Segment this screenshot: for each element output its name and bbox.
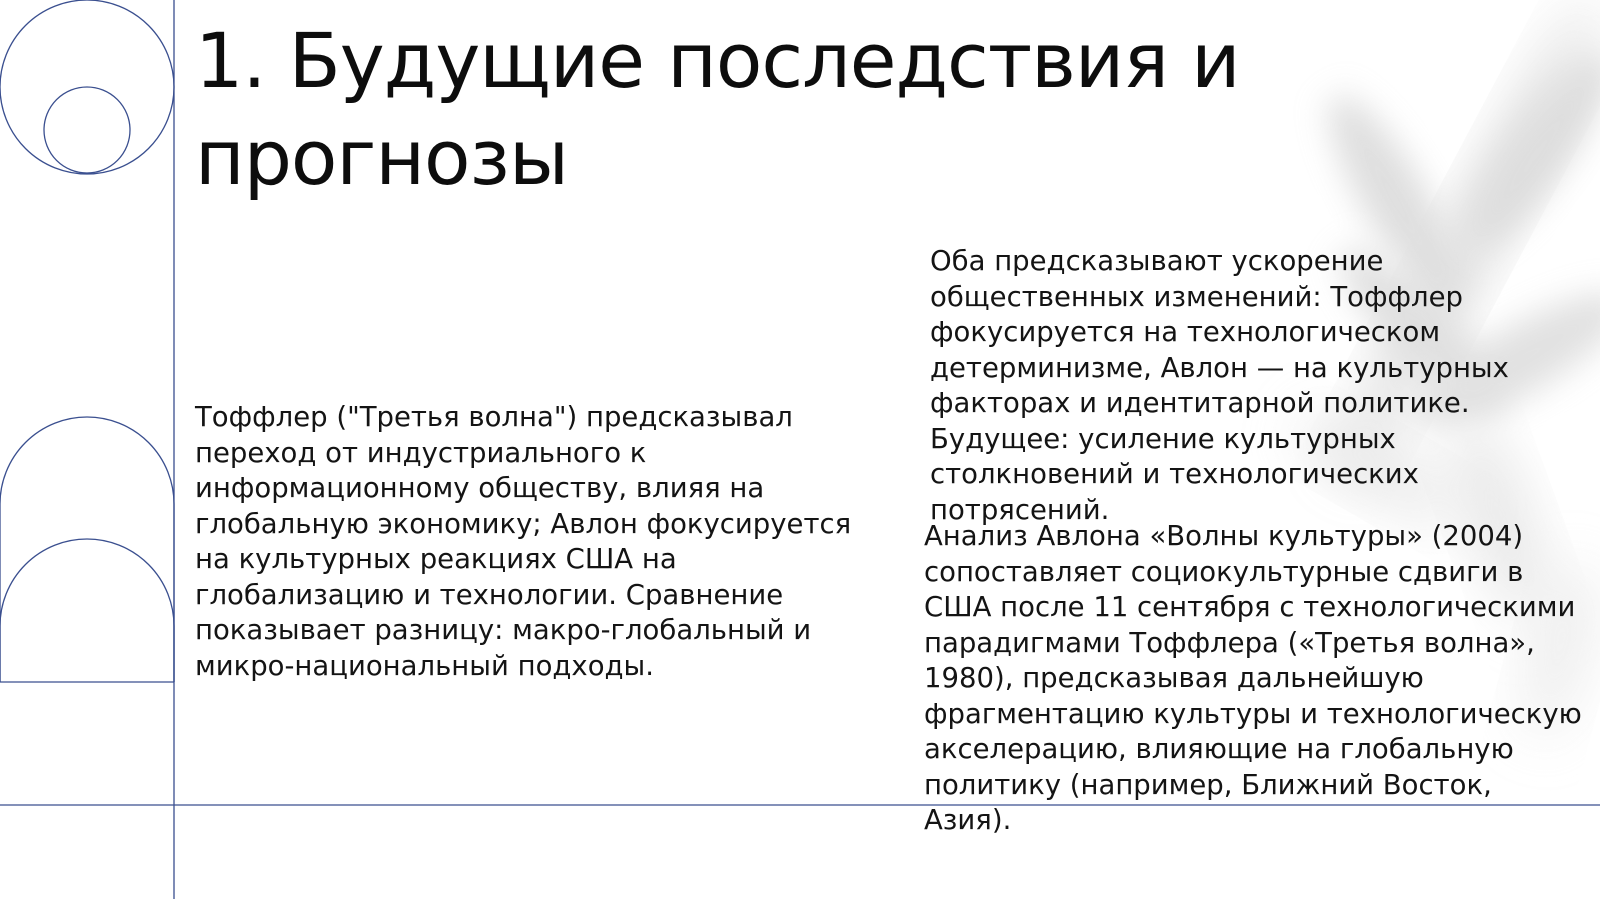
left-paragraph: Тоффлер ("Третья волна") предсказывал переход от индустриального к информационному обществу, влияя на глобальную экономику; Авлон фокусируется на культурных реакциях США на глобализацию и технологии. Сравнение показывает разницу: макро-глобальный и микро-национальный подходы. [195, 401, 852, 682]
leaf-shadow-frond-c [1449, 39, 1600, 262]
right-bottom-paragraph: Анализ Авлона «Волны культуры» (2004) сопоставляет социокультурные сдвиги в США после 11 сентября с технологическими парадигмами Тоффлера («Третья волна», 1980), предсказывая дальнейшую фрагментацию культуры и технологическую акселерацию, влияющие на глобальную политику (например, Ближний Восток, Азия). [924, 520, 1582, 836]
lower-arch-outline [0, 539, 174, 682]
right-top-paragraph: Оба предсказывают ускорение общественных изменений: Тоффлер фокусируется на технологическом детерминизме, Авлон — на культурных факторах и идентитарной политике. Будущее: усиление культурных столкновений и технологических потрясений. [930, 245, 1509, 526]
small-circle-outline [44, 87, 130, 173]
upper-arch-outline [0, 417, 174, 682]
slide-title: 1. Будущие последствия и прогнозы [195, 16, 1240, 202]
